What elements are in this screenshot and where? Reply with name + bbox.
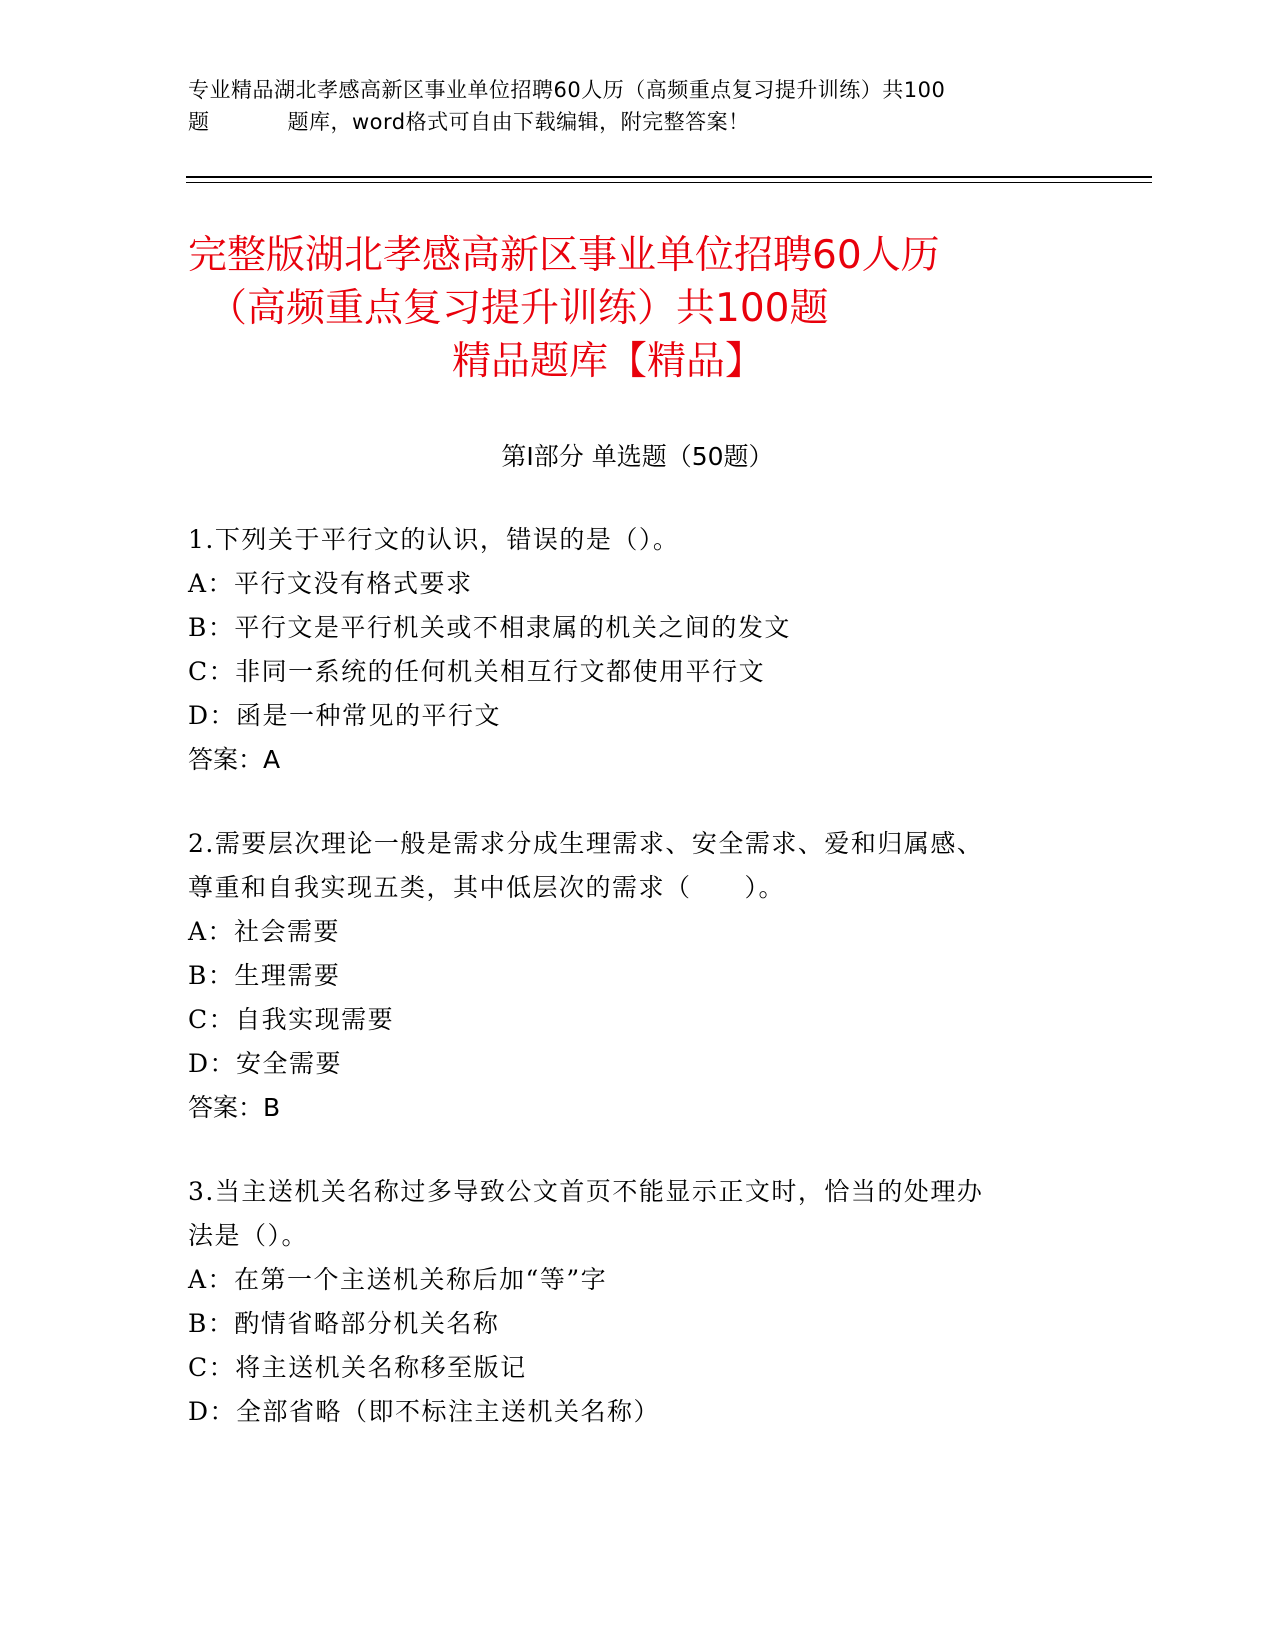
section-heading: 第Ⅰ部分 单选题（50题） [501,442,774,471]
question-1-option-c: C：非同一系统的任何机关相互行文都使用平行文 [188,657,766,686]
question-2-stem-line-1: 2.需要层次理论一般是需求分成生理需求、安全需求、爱和归属感、 [188,829,984,858]
question-1-option-b: B：平行文是平行机关或不相隶属的机关之间的发文 [188,613,791,642]
header-divider-thin [186,182,1152,183]
header-line-2 [188,106,1068,138]
header-line-1: 专业精品湖北孝感高新区事业单位招聘60人历（高频重点复习提升训练）共100 [188,78,946,102]
header-divider-thick [186,176,1152,178]
question-2-option-b: B：生理需要 [188,961,341,990]
question-1-option-d: D：函是一种常见的平行文 [188,701,502,730]
question-3-stem-line-2: 法是（）。 [188,1221,309,1250]
title-line-2: （高频重点复习提升训练）共100题 [208,286,829,331]
question-2-option-c: C：自我实现需要 [188,1005,395,1034]
question-1-answer: 答案：A [188,745,281,774]
question-2-stem-line-2: 尊重和自我实现五类，其中低层次的需求（ ）。 [188,873,786,902]
header-line-2-left: 题 [188,110,210,134]
question-1-option-a: A：平行文没有格式要求 [188,569,473,598]
question-3-option-d: D：全部省略（即不标注主送机关名称） [188,1397,661,1426]
question-3-option-b: B：酌情省略部分机关名称 [188,1309,500,1338]
question-2-option-a: A：社会需要 [188,917,341,946]
title-line-1: 完整版湖北孝感高新区事业单位招聘60人历 [188,233,940,278]
question-3-stem-line-1: 3.当主送机关名称过多导致公文首页不能显示正文时，恰当的处理办 [188,1177,984,1206]
question-1-stem: 1.下列关于平行文的认识，错误的是（）。 [188,525,680,554]
title-line-3: 精品题库【精品】 [452,339,765,384]
question-3-option-a: A：在第一个主送机关称后加“等”字 [188,1265,608,1294]
question-2-answer: 答案：B [188,1093,281,1122]
question-3-option-c: C：将主送机关名称移至版记 [188,1353,527,1382]
header-line-2-right: 题库，word格式可自由下载编辑，附完整答案！ [287,110,750,134]
question-2-option-d: D：安全需要 [188,1049,343,1078]
